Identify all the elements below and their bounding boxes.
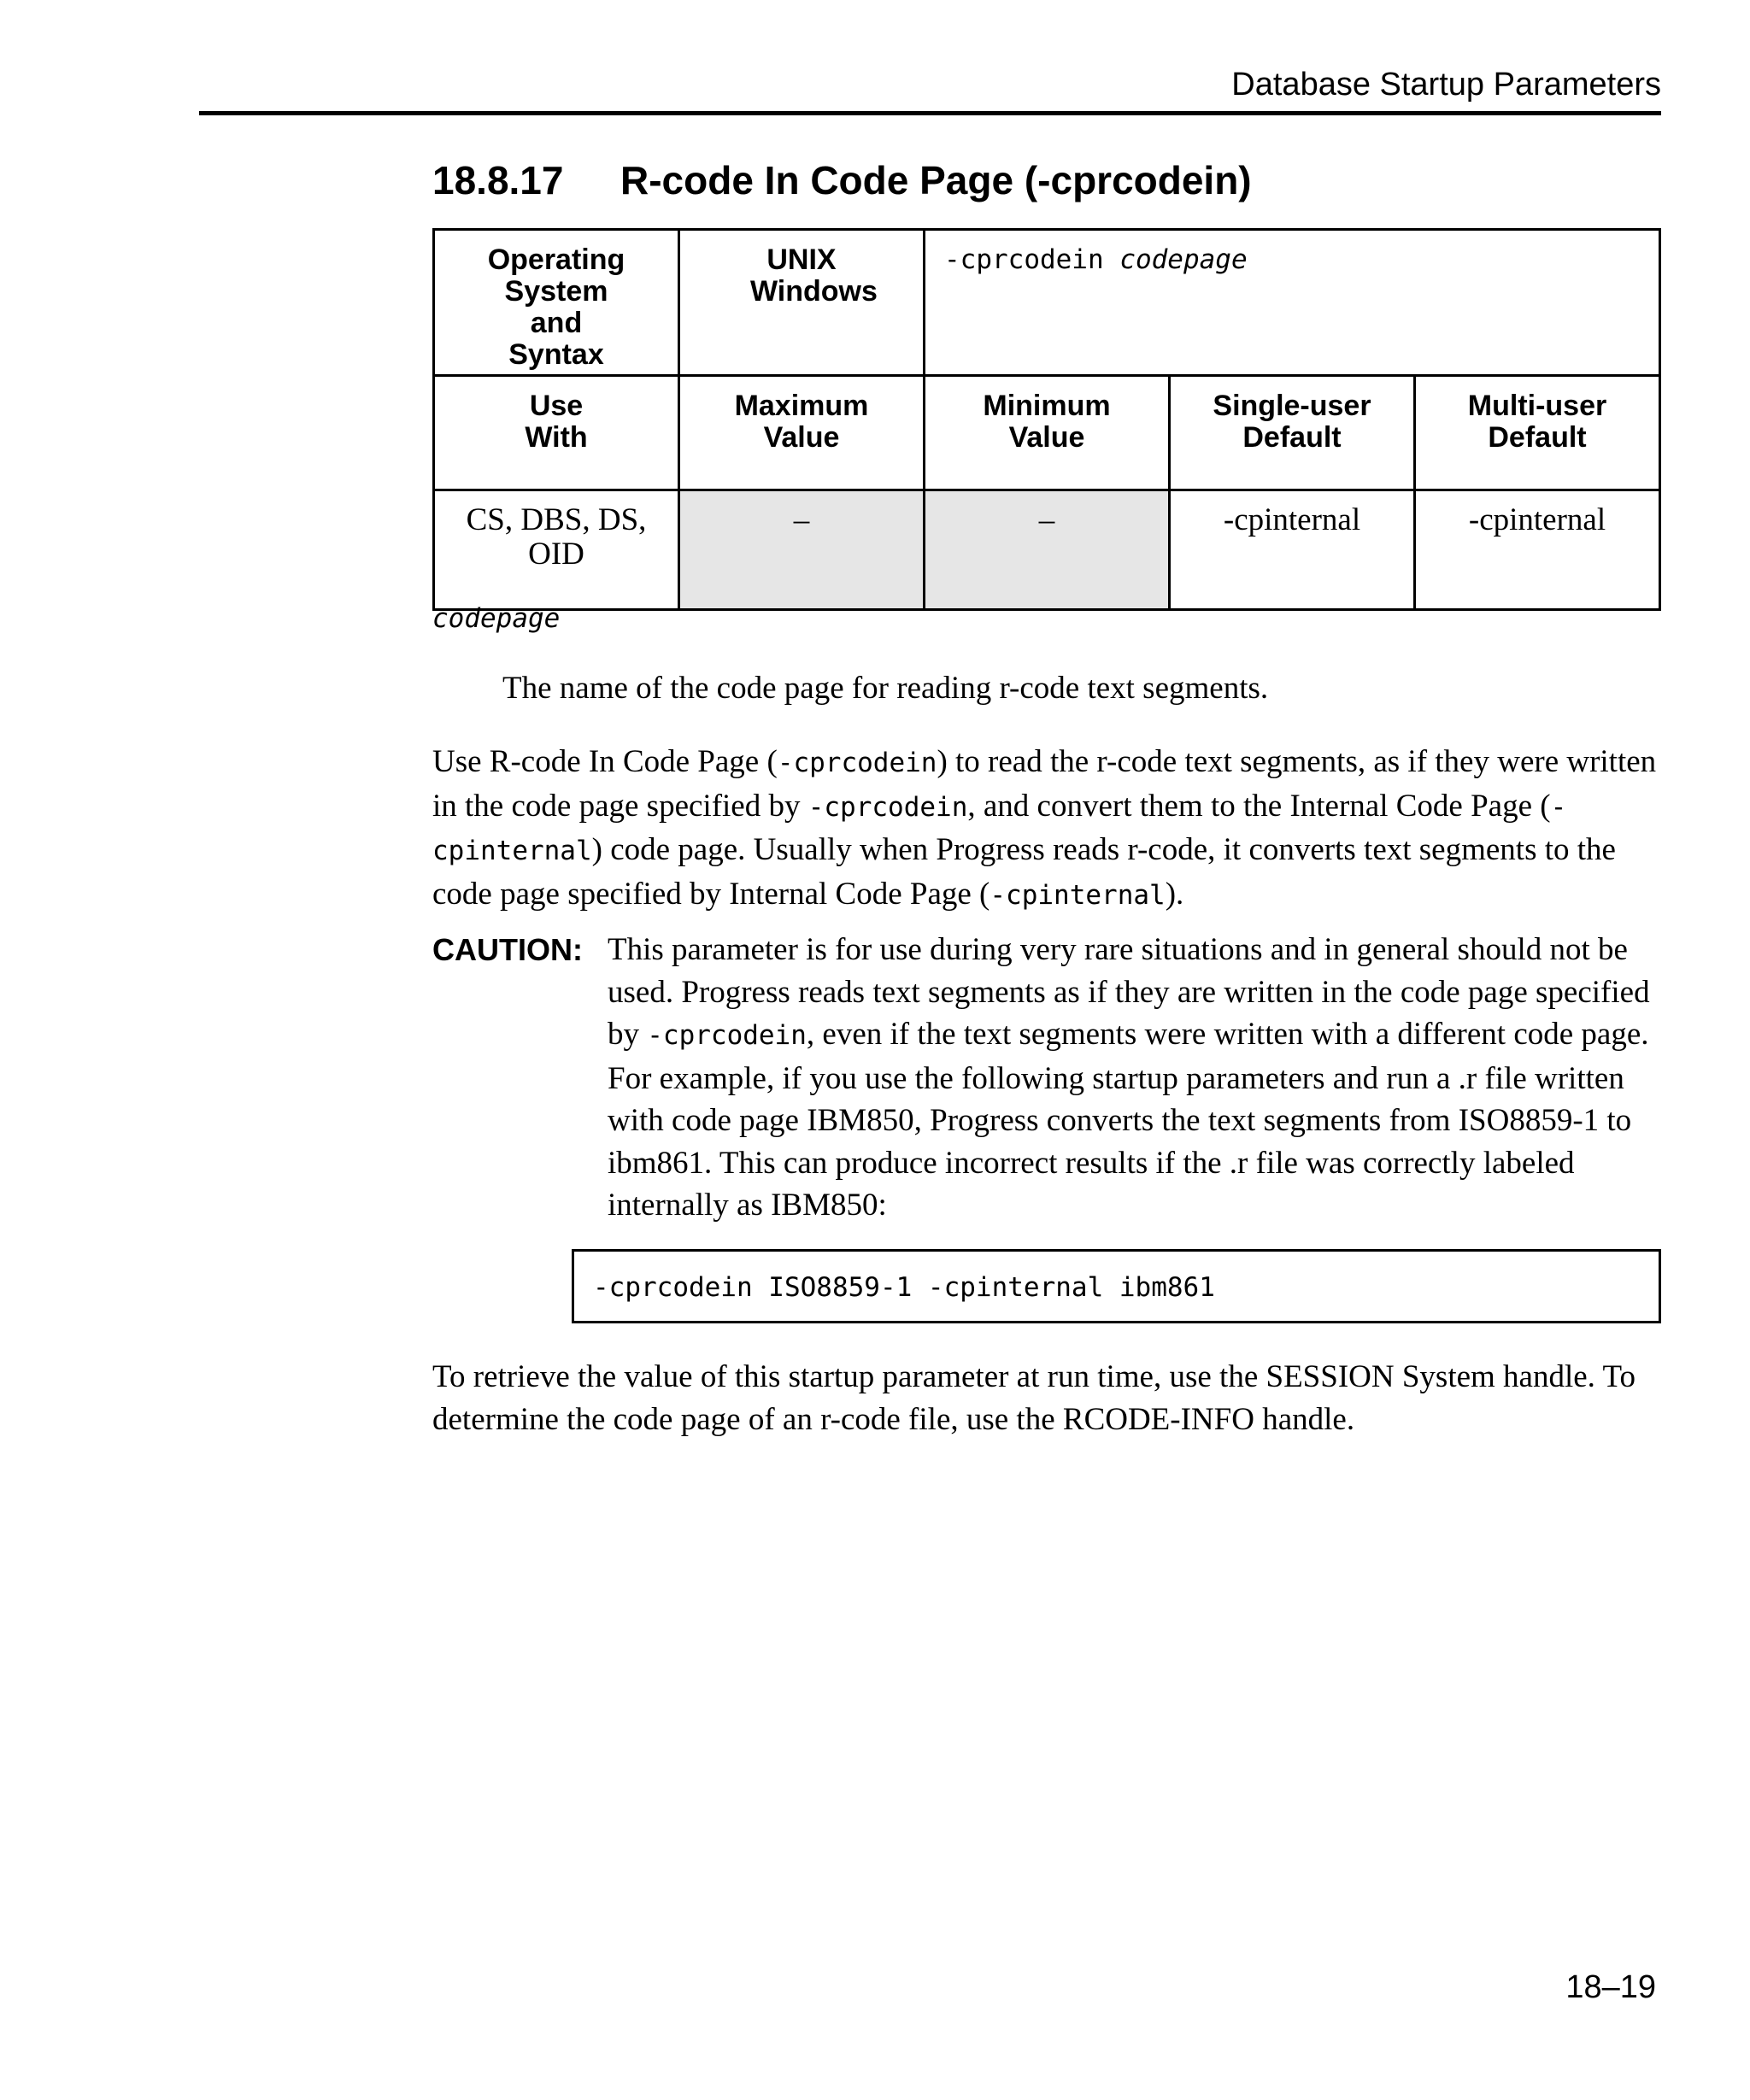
header-min-value-text: Minimum Value bbox=[983, 390, 1111, 454]
definition-description: The name of the code page for reading r-code text segments. bbox=[502, 671, 1269, 706]
header-use-with-text: Use With bbox=[525, 390, 588, 454]
usage-code: -cpinternal bbox=[432, 791, 1567, 866]
syntax-argument: codepage bbox=[1119, 244, 1248, 275]
usage-text: ) code page. Usually when Progress reads r-code, it converts text segments to the code page specified by Internal Code Page ( bbox=[432, 832, 1616, 912]
usage-text: ). bbox=[1165, 876, 1184, 912]
usage-text: , and convert them to the Internal Code Page ( bbox=[967, 788, 1551, 824]
header-single-user bbox=[1170, 376, 1415, 490]
code-example: -cprcodein ISO8859-1 -cpinternal ibm861 bbox=[593, 1272, 1215, 1303]
usage-text: ) to read the r-code text segments, as if they were written in the code page specified by bbox=[432, 744, 1657, 824]
table-row bbox=[434, 230, 1660, 376]
header-min-value bbox=[925, 376, 1170, 490]
syntax-cell bbox=[925, 230, 1660, 376]
header-single-user-text: Single-user Default bbox=[1213, 390, 1371, 454]
usage-code: -cprcodein bbox=[807, 791, 968, 823]
header-multi-user-text: Multi-user Default bbox=[1467, 390, 1607, 454]
usage-code: -cpinternal bbox=[990, 879, 1166, 911]
page-number: 18–19 bbox=[1565, 1969, 1656, 2005]
definition-term: codepage bbox=[432, 603, 561, 634]
os-cell bbox=[679, 230, 925, 376]
caution-text: This parameter is for use during very rare situations and in general should not be used. Progress reads text segments as if they are written in the code page specified by bbox=[608, 932, 1650, 1052]
running-header: Database Startup Parameters bbox=[1231, 67, 1661, 103]
usage-code: -cprcodein bbox=[777, 748, 937, 778]
header-rule bbox=[199, 111, 1661, 115]
os-syntax-header bbox=[434, 230, 679, 376]
os-text: UNIX Windows bbox=[750, 243, 878, 308]
section-title: R-code In Code Page (-cprcodein) bbox=[620, 158, 1252, 202]
caution-code: -cprcodein bbox=[647, 1020, 807, 1051]
caution-body bbox=[608, 929, 1665, 1227]
parameter-table bbox=[432, 228, 1661, 611]
value-single-user: -cpinternal bbox=[1170, 490, 1415, 610]
usage-text: Use R-code In Code Page ( bbox=[432, 744, 778, 779]
table-row bbox=[434, 490, 1660, 610]
header-multi-user bbox=[1415, 376, 1660, 490]
value-use-with bbox=[434, 490, 679, 610]
caution-text: , even if the text segments were written with a different code page. For example, if you use the following startup parameters and run a .r file written with code page IBM850, Progress converts the text segments from ISO8859-1 to ibm861. This can produce incorrect results if the .r file was correctly labeled internally as IBM850: bbox=[608, 1017, 1649, 1223]
section-number: 18.8.17 bbox=[432, 158, 564, 202]
syntax-command: -cprcodein bbox=[944, 244, 1104, 275]
section-heading bbox=[432, 157, 1252, 203]
os-syntax-header-text: Operating System and Syntax bbox=[487, 243, 625, 371]
header-max-value bbox=[679, 376, 925, 490]
value-multi-user: -cpinternal bbox=[1415, 490, 1660, 610]
code-example-box bbox=[572, 1249, 1661, 1323]
caution-label: CAUTION: bbox=[432, 932, 583, 967]
header-max-value-text: Maximum Value bbox=[734, 390, 869, 454]
value-use-with-text: CS, DBS, DS, OID bbox=[466, 502, 647, 572]
value-max: – bbox=[679, 490, 925, 610]
table-row bbox=[434, 376, 1660, 490]
usage-paragraph bbox=[432, 741, 1665, 917]
value-min: – bbox=[925, 490, 1170, 610]
retrieve-paragraph: To retrieve the value of this startup parameter at run time, use the SESSION System handle. To determine the code page of an r-code file, use the RCODE-INFO handle. bbox=[432, 1359, 1636, 1437]
header-use-with bbox=[434, 376, 679, 490]
